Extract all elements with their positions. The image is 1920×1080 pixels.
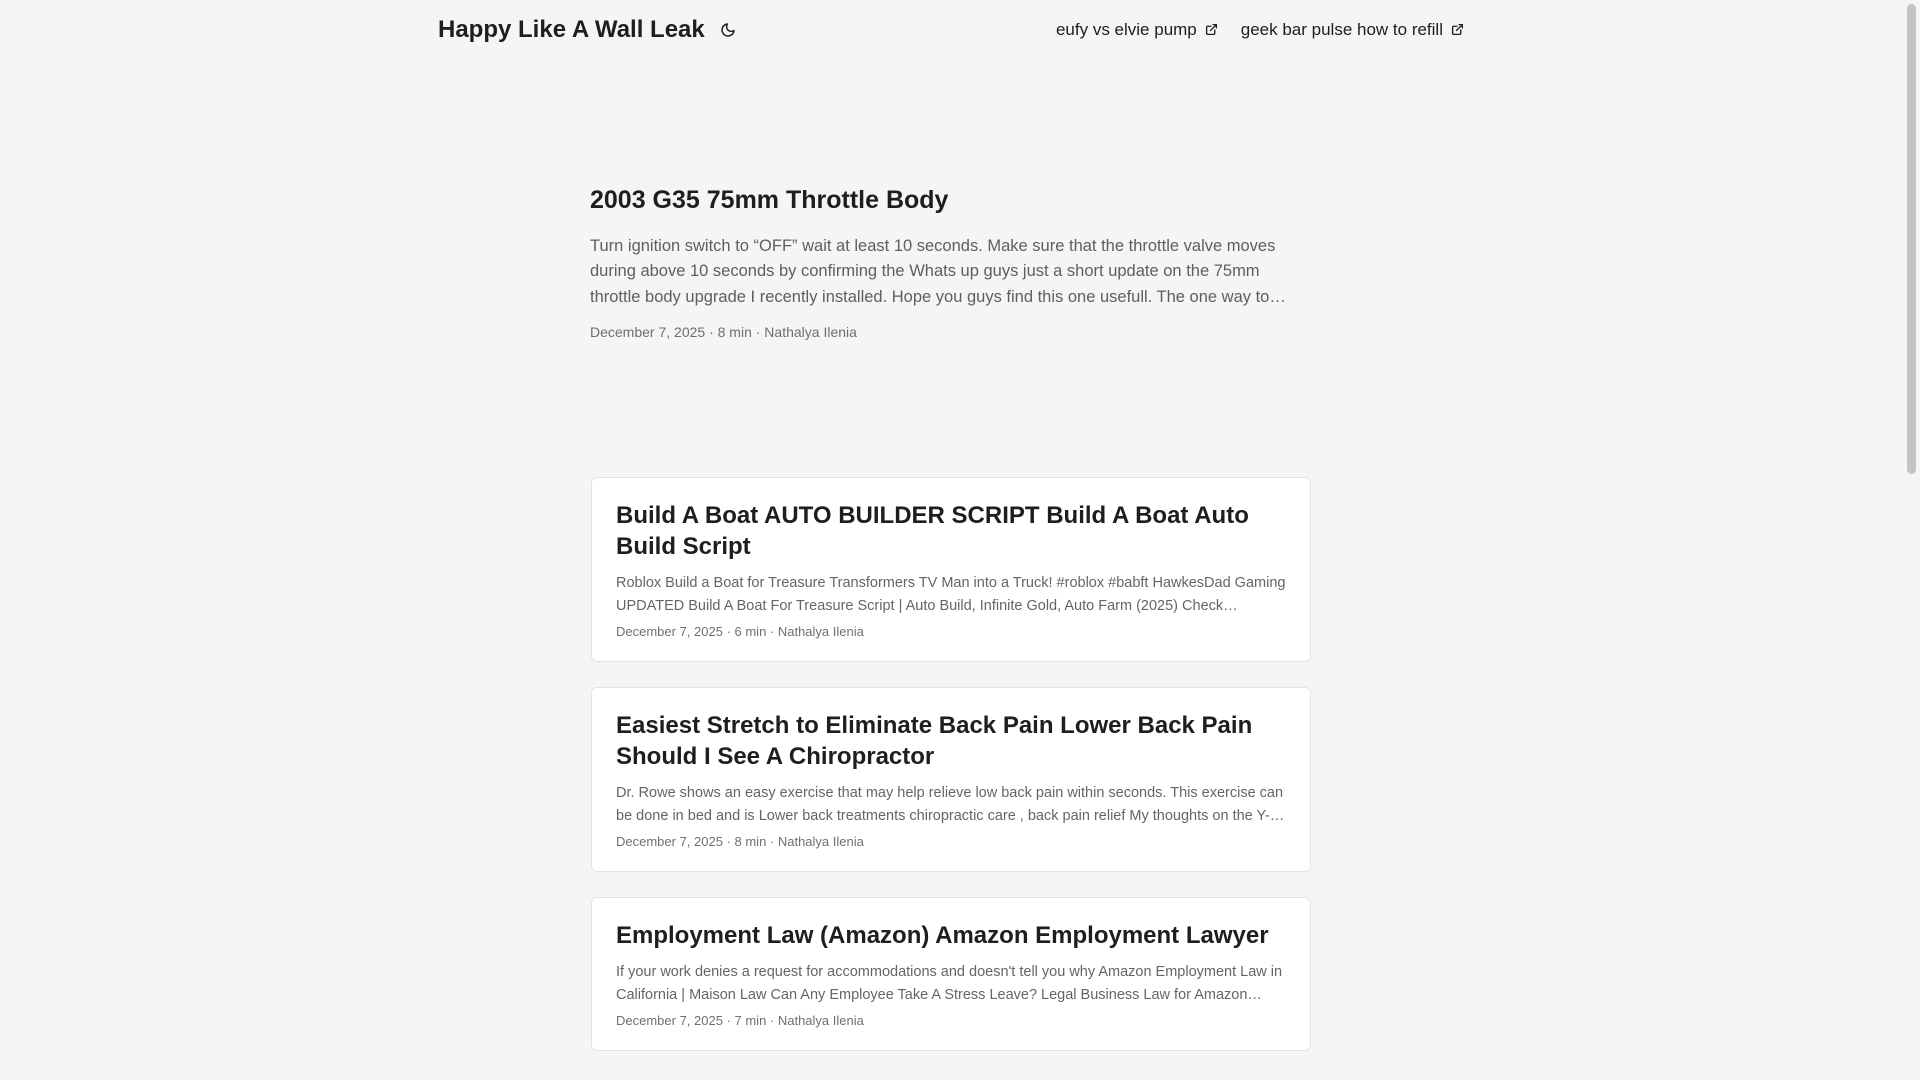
moon-icon[interactable] <box>717 19 739 41</box>
post-title[interactable]: Easiest Stretch to Eliminate Back Pain Lower Back Pain Should I See A Chiropractor <box>616 712 1253 770</box>
post-title[interactable]: Build A Boat AUTO BUILDER SCRIPT Build A Boat Auto Build Script <box>616 502 1249 560</box>
external-link-icon <box>1205 23 1219 37</box>
page-scrollbar[interactable] <box>1904 0 1920 1080</box>
external-link-icon <box>1451 23 1465 37</box>
post-meta: December 7, 2025 · 7 min · Nathalya Ilenia <box>616 1013 864 1028</box>
brand <box>438 16 739 44</box>
nav-link-geek-bar[interactable] <box>1241 20 1465 40</box>
post-excerpt: If your work denies a request for accommodations and doesn't tell you why Amazon Employment Law in California | Maison Law Can Any Employee Take A Stress Leave? Legal Business Law for Amazon <box>616 964 1283 1003</box>
post-meta: December 7, 2025 · 6 min · Nathalya Ilenia <box>616 624 864 639</box>
nav-link-eufy[interactable] <box>1056 20 1219 40</box>
site-header <box>438 0 1465 60</box>
post-card[interactable] <box>591 477 1311 662</box>
site-title-link[interactable]: Happy Like A Wall Leak <box>438 16 705 43</box>
post-list <box>591 477 1311 1076</box>
post-excerpt: Dr. Rowe shows an easy exercise that may help relieve low back pain within seconds. This exercise can be done in bed and is Lower back treatments chiropractic care , back pain relief My thoughts on the Y- <box>616 785 1284 824</box>
featured-post-excerpt: Turn ignition switch to “OFF” wait at least 10 seconds. Make sure that the throttle valve moves during above 10 seconds by confirming the Whats up guys just a short update on the 75mm throttle body upgrade I recently installed. Hope you guys find this one usefull. The one way to <box>590 236 1276 306</box>
post-title[interactable]: Employment Law (Amazon) Amazon Employment Lawyer <box>616 922 1269 949</box>
post-meta: December 7, 2025 · 8 min · Nathalya Ilenia <box>616 834 864 849</box>
scrollbar-thumb[interactable] <box>1907 4 1916 474</box>
featured-post-title[interactable]: 2003 G35 75mm Throttle Body <box>590 186 949 214</box>
nav-link-label: geek bar pulse how to refill <box>1240 20 1443 39</box>
nav-link-label: eufy vs elvie pump <box>1055 20 1197 39</box>
post-card[interactable] <box>591 687 1311 872</box>
featured-post[interactable] <box>590 184 1310 340</box>
top-nav <box>1056 20 1465 40</box>
post-excerpt: Roblox Build a Boat for Treasure Transformers TV Man into a Truck! #roblox #babft HawkesDad Gaming UPDATED Build A Boat For Treasure Script | Auto Build, Infinite Gold, Auto Farm (2025) Check <box>616 575 1286 614</box>
post-card[interactable] <box>591 897 1311 1051</box>
featured-post-meta: December 7, 2025 · 8 min · Nathalya Ilenia <box>590 324 857 340</box>
